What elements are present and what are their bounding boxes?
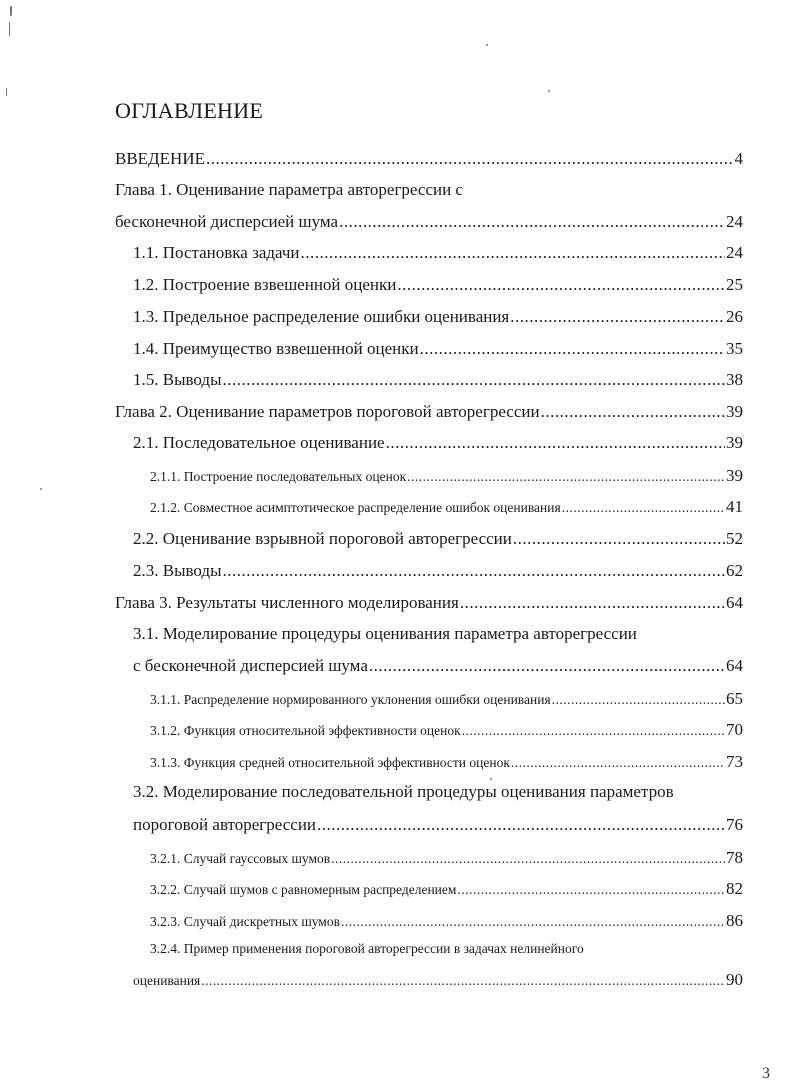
toc-entry-s1-1: 1.1. Постановка задачи ..... 24 [133, 243, 743, 263]
scan-speck [486, 44, 488, 46]
toc-entry-s2-1-2: 2.1.2. Совместное асимптотическое распределение ошибок оценивания ..... 41 [150, 497, 743, 517]
toc-entry-s2-1: 2.1. Последовательное оценивание ..... 39 [133, 433, 743, 453]
toc-entry-s3-2-1: 3.2.1. Случай гауссовых шумов ..... 78 [150, 848, 743, 868]
toc-entry-s1-5: 1.5. Выводы ..... 38 [133, 370, 743, 390]
leader-dots [513, 529, 725, 549]
toc-entry-s1-2: 1.2. Построение взвешенной оценки ..... 25 [133, 275, 743, 295]
leader-dots [407, 469, 725, 485]
page-number: 3 [762, 1065, 770, 1082]
leader-dots [541, 402, 725, 422]
leader-dots [511, 755, 725, 771]
toc-entry-s3-2-2: 3.2.2. Случай шумов с равномерным распределением ..... 82 [150, 879, 743, 899]
toc-entry-s2-1-1: 2.1.1. Построение последовательных оценок ..... 39 [150, 466, 743, 486]
scan-speck [6, 88, 7, 96]
scan-speck [40, 488, 42, 490]
toc-entry-s3-1-3: 3.1.3. Функция средней относительной эффективности оценок ..... 73 [150, 752, 743, 772]
toc-entry-s1-4: 1.4. Преимущество взвешенной оценки ..... 35 [133, 339, 743, 359]
leader-dots [460, 593, 725, 613]
scan-speck [10, 6, 12, 16]
toc-entry-ch1: бесконечной дисперсией шума ..... 24 [115, 212, 743, 232]
scan-speck [548, 90, 550, 92]
toc-entry-s3-2-3: 3.2.3. Случай дискретных шумов ..... 86 [150, 911, 743, 931]
toc-entry-s3-2-4-line1: 3.2.4. Пример применения пороговой авторегрессии в задачах нелинейного [150, 941, 584, 956]
leader-dots [339, 212, 725, 232]
leader-dots [420, 339, 725, 359]
leader-dots [457, 882, 725, 898]
leader-dots [206, 149, 734, 169]
toc-entry-s3-2-line1: 3.2. Моделирование последовательной процедуры оценивания параметров [133, 782, 674, 801]
toc-entry-ch3: Глава 3. Результаты численного моделирования ..... 64 [115, 593, 743, 613]
page-title: ОГЛАВЛЕНИЕ [115, 98, 264, 123]
toc-entry-s3-1-2: 3.1.2. Функция относительной эффективности оценок ..... 70 [150, 720, 743, 740]
toc-entry-s3-1: с бесконечной дисперсией шума ..... 64 [133, 656, 743, 676]
scan-speck [490, 778, 492, 780]
toc-entry-s3-2-4: оценивания ..... 90 [133, 970, 743, 990]
toc-entry-ch1-line1: Глава 1. Оценивание параметра авторегрессии с [115, 180, 463, 199]
leader-dots [317, 815, 725, 835]
leader-dots [462, 723, 725, 739]
toc-entry-s3-1-1: 3.1.1. Распределение нормированного уклонения ошибки оценивания ..... 65 [150, 689, 743, 709]
leader-dots [301, 243, 725, 263]
toc-entry-s2-2: 2.2. Оценивание взрывной пороговой авторегрессии ..... 52 [133, 529, 743, 549]
toc-entry-s3-2: пороговой авторегрессии ..... 76 [133, 815, 743, 835]
leader-dots [369, 656, 725, 676]
toc-entry-s2-3: 2.3. Выводы ..... 62 [133, 561, 743, 581]
leader-dots [331, 851, 725, 867]
toc-entry-s3-1-line1: 3.1. Моделирование процедуры оценивания параметра авторегрессии [133, 624, 637, 643]
leader-dots [397, 275, 725, 295]
leader-dots [510, 307, 725, 327]
toc-entry-s1-3: 1.3. Предельное распределение ошибки оценивания ..... 26 [133, 307, 743, 327]
toc-entry-intro: ВВЕДЕНИЕ ..... 4 [115, 149, 743, 169]
scan-speck [9, 22, 10, 36]
leader-dots [341, 914, 725, 930]
leader-dots [386, 433, 725, 453]
leader-dots [552, 692, 725, 708]
leader-dots [223, 370, 725, 390]
leader-dots [223, 561, 725, 581]
leader-dots [562, 500, 725, 516]
toc-entry-ch2: Глава 2. Оценивание параметров пороговой авторегрессии ..... 39 [115, 402, 743, 422]
leader-dots [201, 973, 725, 989]
